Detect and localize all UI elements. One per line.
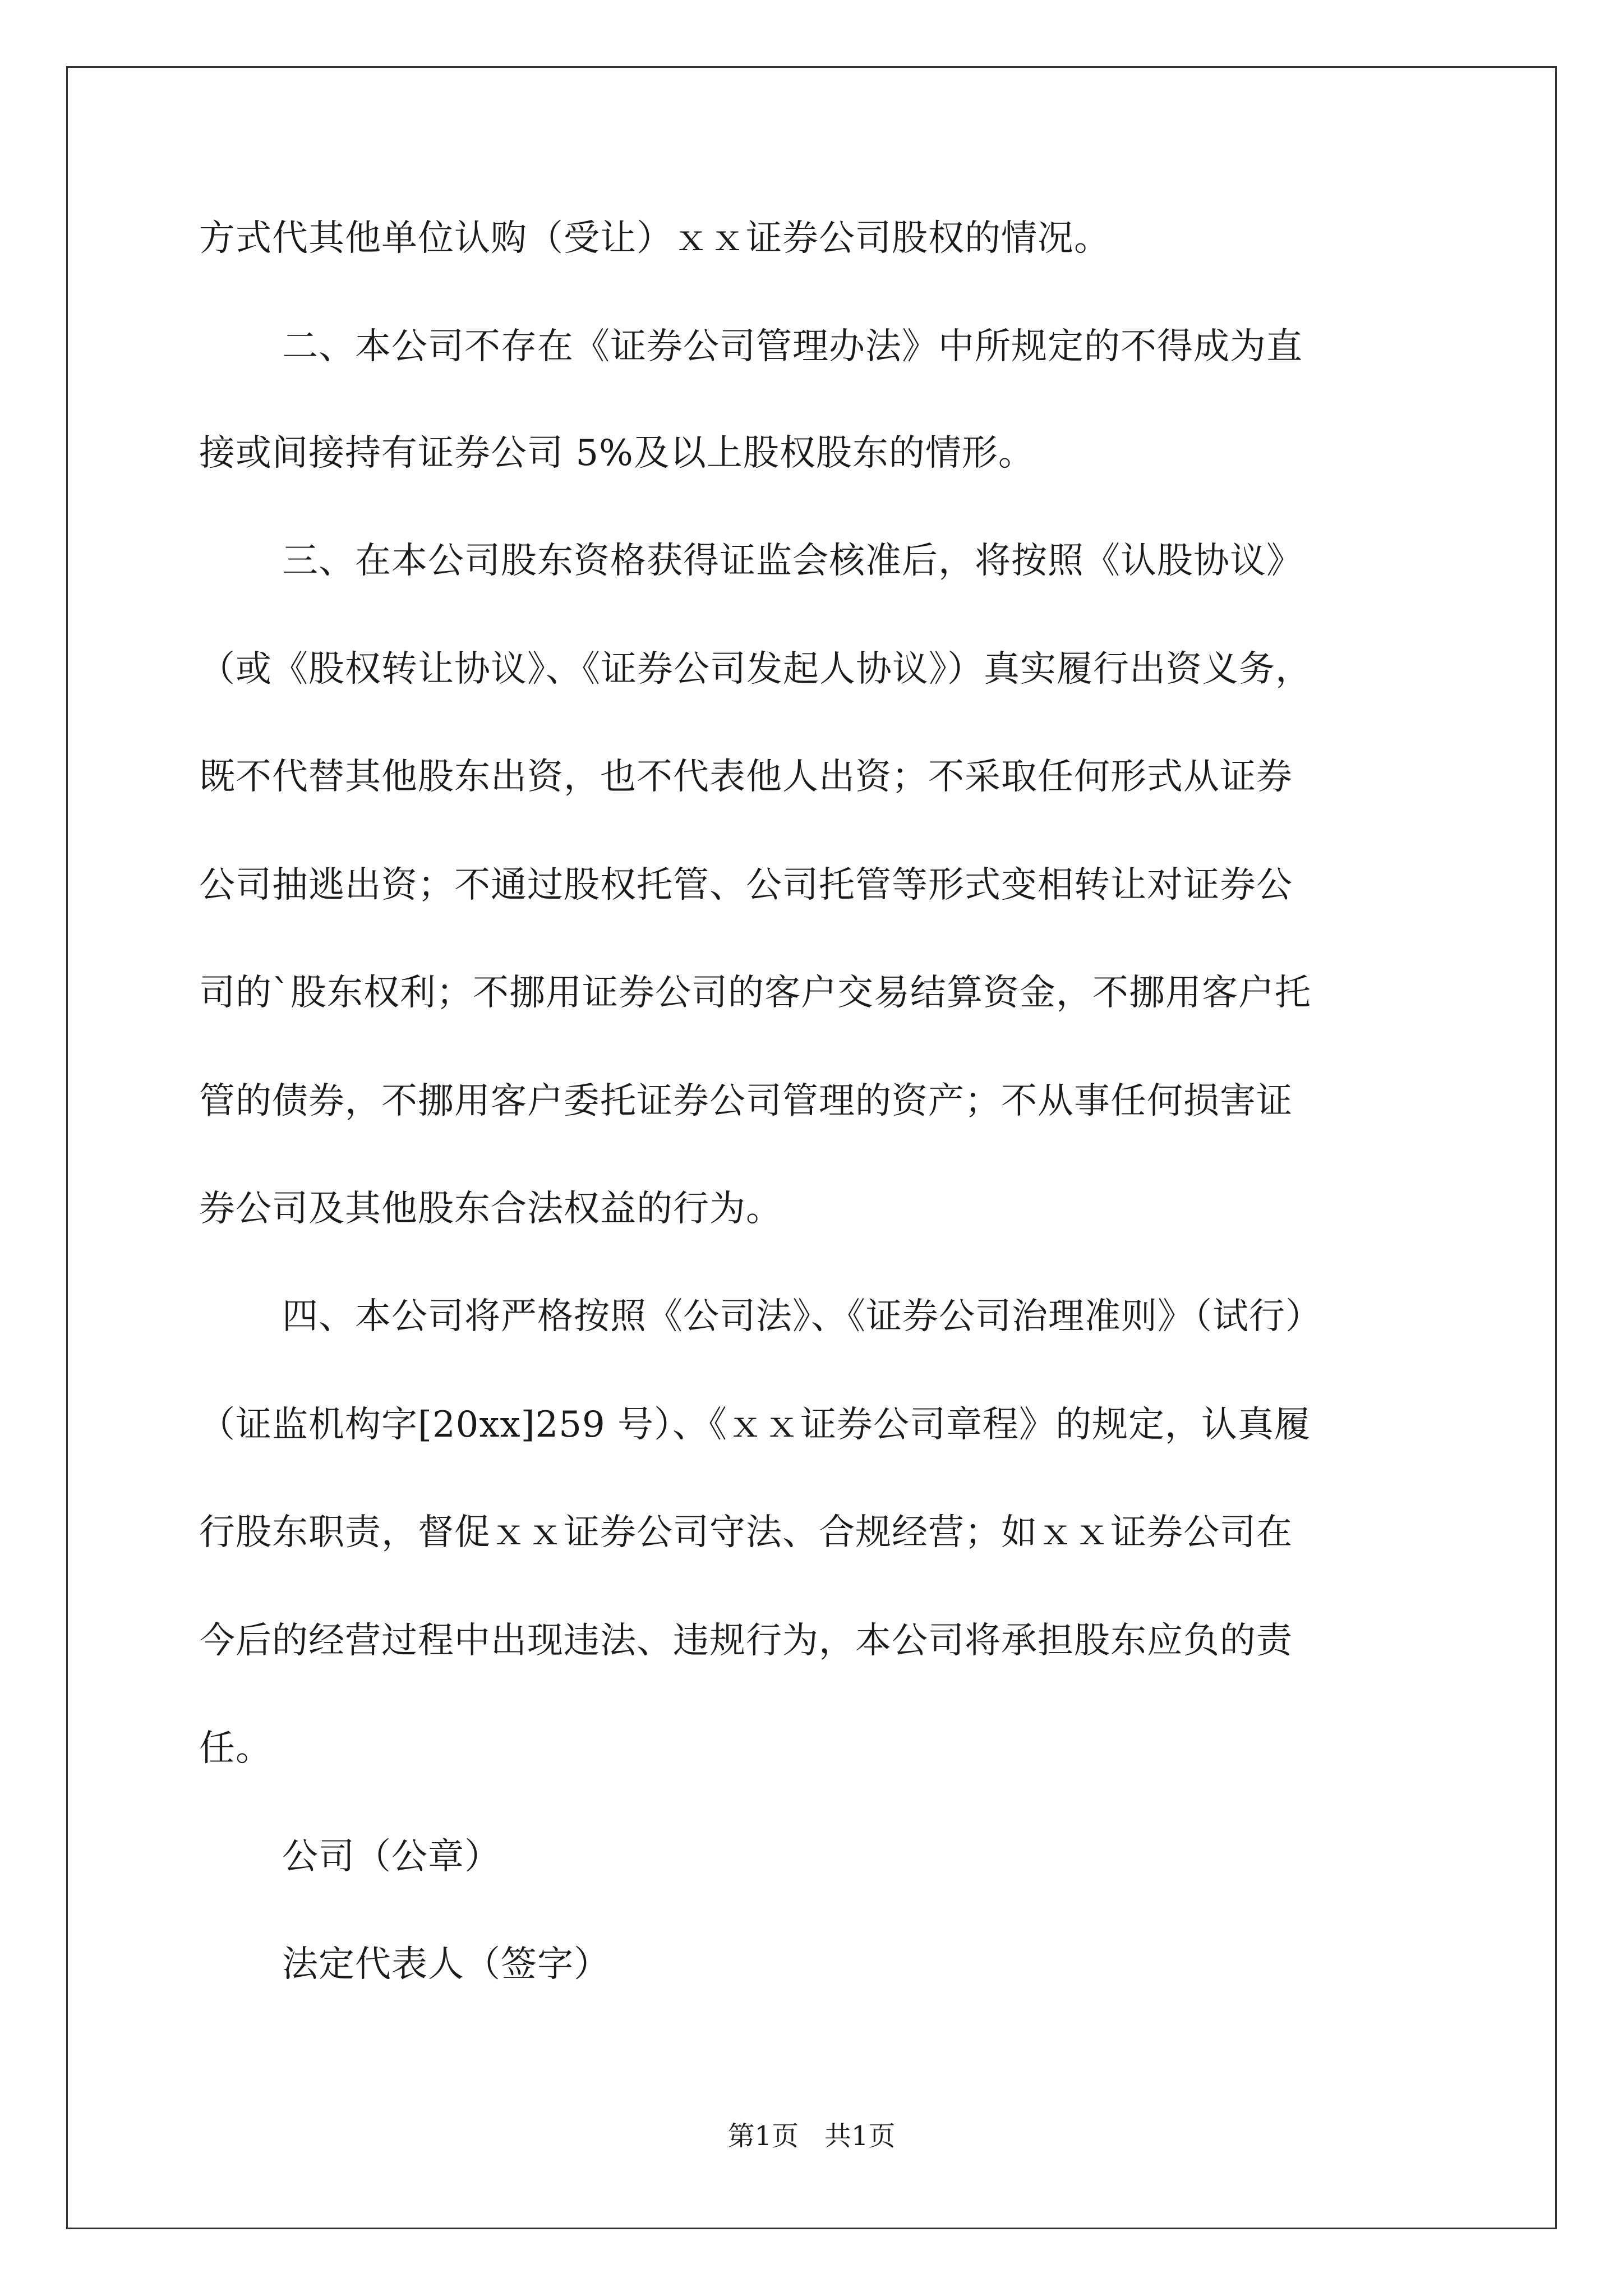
text-line: 四、本公司将严格按照《公司法》、《证券公司治理准则》（试行） — [282, 1296, 1322, 1337]
signature-company-seal: 公司（公章） — [282, 1836, 501, 1878]
text-line: 三、在本公司股东资格获得证监会核准后，将按照《认股协议》 — [282, 540, 1303, 582]
text-line: 行股东职责，督促ｘｘ证券公司守法、合规经营；如ｘｘ证券公司在 — [199, 1512, 1293, 1553]
text-line: （或《股权转让协议》、《证券公司发起人协议》）真实履行出资义务， — [199, 648, 1312, 690]
text-line: 管的债券，不挪用客户委托证券公司管理的资产；不从事任何损害证 — [199, 1080, 1293, 1122]
text-line: 任。 — [199, 1728, 272, 1769]
text-line: 公司抽逃出资；不通过股权托管、公司托管等形式变相转让对证券公 — [199, 864, 1293, 906]
page-border — [66, 66, 1557, 2229]
text-line: （证监机构字[20xx]259 号）、《ｘｘ证券公司章程》的规定，认真履 — [199, 1404, 1311, 1446]
text-line: 司的`股东权利；不挪用证券公司的客户交易结算资金，不挪用客户托 — [199, 972, 1311, 1014]
text-line: 券公司及其他股东合法权益的行为。 — [199, 1188, 782, 1230]
text-line: 今后的经营过程中出现违法、违规行为，本公司将承担股东应负的责 — [199, 1620, 1293, 1662]
text-line: 既不代替其他股东出资，也不代表他人出资；不采取任何形式从证券 — [199, 756, 1293, 798]
page-footer: 第1页 共1页 — [727, 2120, 896, 2152]
text-line: 二、本公司不存在《证券公司管理办法》中所规定的不得成为直 — [282, 326, 1303, 367]
text-line: 方式代其他单位认购（受让）ｘｘ证券公司股权的情况。 — [199, 218, 1110, 259]
signature-legal-representative: 法定代表人（签字） — [282, 1944, 610, 1985]
text-line: 接或间接持有证券公司 5%及以上股权股东的情形。 — [199, 432, 1035, 474]
